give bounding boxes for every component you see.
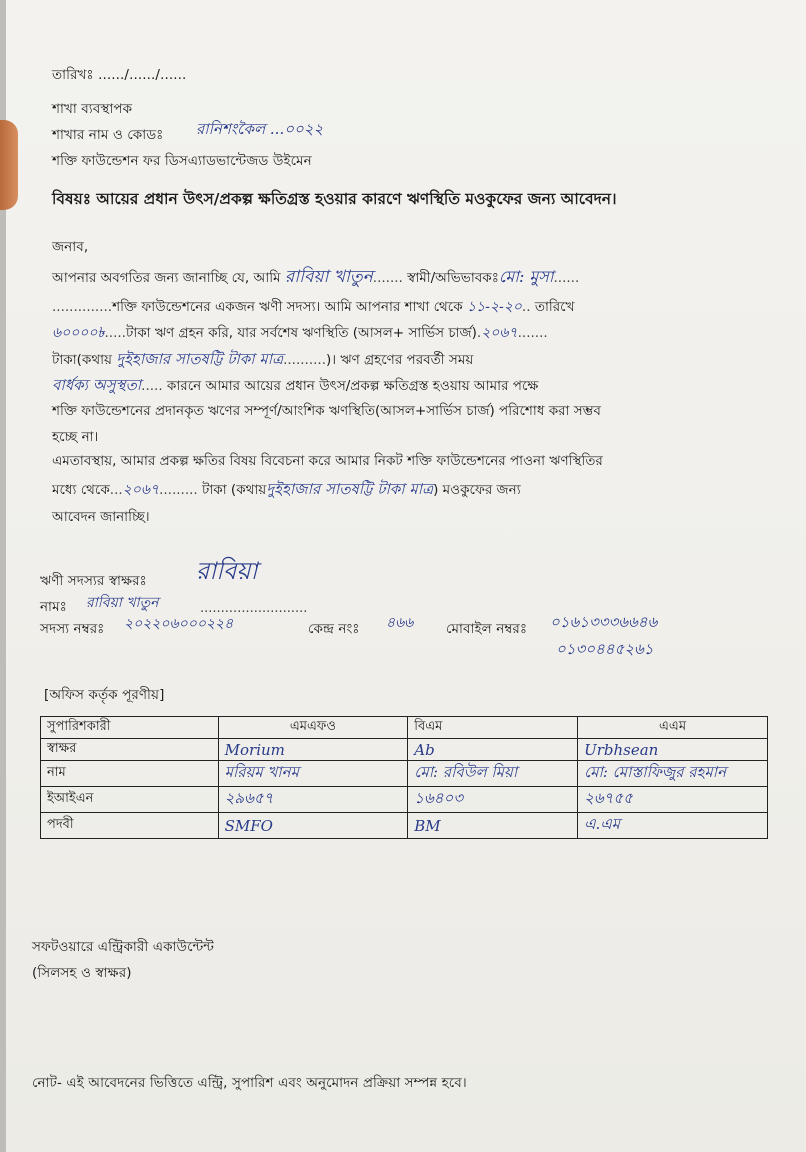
p2-text-a: এমতাবস্থায়, আমার প্রকল্প ক্ষতির বিষয় বিবেচনা করে আমার নিকট শক্তি ফাউন্ডেশনের পাওনা ঋণস্থিতির xyxy=(52,453,603,469)
mobile-number-2: ০১৩০৪৪৫২৬১ xyxy=(556,640,654,658)
member-name-value: রাবিয়া খাতুন xyxy=(86,595,159,611)
p2-text-e: আবেদন জানাচ্ছি। xyxy=(52,509,150,525)
thumb-shadow xyxy=(0,120,18,210)
table-row xyxy=(41,787,768,813)
p1-text-c: শক্তি ফাউন্ডেশনের একজন ঋণী সদস্য। আমি আপনার শাখা থেকে xyxy=(112,299,463,315)
subject-line: বিষয়ঃ আয়ের প্রধান উৎস/প্রকল্প ক্ষতিগ্রস্ত হওয়ার কারণে ঋণস্থিতি মওকুফের জন্য আবেদন। xyxy=(52,190,617,208)
mfo-designation: SMFO xyxy=(218,813,408,839)
salutation: জনাব, xyxy=(52,239,89,255)
p1-text-b: স্বামী/অভিভাবকঃ xyxy=(407,270,499,286)
branch-manager: শাখা ব্যবস্থাপক xyxy=(52,101,133,117)
footer-note: নোট- এই আবেদনের ভিত্তিতে এন্ট্রি, সুপারিশ এবং অনুমোদন প্রক্রিয়া সম্পন্ন হবে। xyxy=(32,1075,467,1091)
am-designation: এ.এম xyxy=(578,813,768,839)
cause-of-loss: বার্ধক্য অসুস্থতা xyxy=(52,376,142,394)
guardian-name: মো: মুসা xyxy=(498,267,554,286)
p1-text-e: টাকা ঋণ গ্রহন করি, যার সর্বশেষ ঋণস্থিতি (আসল+ সার্ভিস চার্জ) xyxy=(125,325,477,341)
p1-text-j: হচ্ছে না। xyxy=(52,429,99,445)
mfo-signature: Morium xyxy=(218,739,408,761)
date-line: তারিখঃ ....../....../...... xyxy=(52,67,187,83)
p1-text-d: তারিখে xyxy=(534,299,575,315)
branch-name-label: শাখার নাম ও কোডঃ xyxy=(52,127,164,143)
am-signature: Urbhsean xyxy=(578,739,768,761)
bm-designation: BM xyxy=(408,813,578,839)
table-row xyxy=(41,739,768,761)
applicant-name: রাবিয়া খাতুন xyxy=(284,267,373,287)
p1-text-f: টাকা(কথায় xyxy=(52,352,112,368)
table-header-row xyxy=(41,717,768,739)
p2-text-c: টাকা (কথায় xyxy=(202,482,267,498)
p1-text-i: শক্তি ফাউন্ডেশনের প্রদানকৃত ঋণের সম্পূর্ণ/আংশিক ঋণস্থিতি(আসল+সার্ভিস চার্জ) পরিশোধ করা সম্ভব xyxy=(52,403,601,419)
waive-amount: ২০৬৭ xyxy=(122,482,160,498)
waive-words: দুইহাজার সাতষট্টি টাকা মাত্র xyxy=(266,480,434,498)
mfo-name: মরিয়ম খানম xyxy=(218,761,408,787)
header-am: এএম xyxy=(578,717,768,739)
loan-date: ১১-২-২০ xyxy=(466,299,522,315)
bm-signature: Ab xyxy=(408,739,578,761)
branch-name-value: রানিশংকৈল ...০০২২ xyxy=(196,120,324,138)
mobile-number-1: ০১৬১৩৩৩৬৬৪৬ xyxy=(550,613,658,631)
office-use-title: [অফিস কর্তৃক পূরণীয়] xyxy=(44,687,165,703)
bm-name: মো: রবিউল মিয়া xyxy=(408,761,578,787)
mobile-label: মোবাইল নম্বরঃ xyxy=(446,621,528,637)
row-label-ein: ইআইএন xyxy=(41,787,219,813)
balance-words: দুইহাজার সাতষট্টি টাকা মাত্র xyxy=(116,350,284,368)
bm-ein: ১৬৪০৩ xyxy=(408,787,578,813)
am-ein: ২৬৭৫৫ xyxy=(578,787,768,813)
row-label-name: নাম xyxy=(41,761,219,787)
table-row xyxy=(41,813,768,839)
software-entry-accountant: সফটওয়ারে এন্ট্রিকারী একাউন্টেন্ট xyxy=(32,939,215,955)
mfo-ein: ২৯৬৫৭ xyxy=(218,787,408,813)
center-number-label: কেন্দ্র নংঃ xyxy=(308,621,360,637)
loan-amount: ৬০০০০৳ xyxy=(52,325,105,341)
body-paragraph-1: আপনার অবগতির জন্য জানাচ্ছি যে, আমি রাবিয়া খাতুন....... স্বামী/অভিভাবকঃমো: মুসা...... ..............শক্তি ফাউন্ডেশনের একজন ঋণী সদস্য। আমি আপনার শাখা থেকে ১১-২-২০.. তারিখে ৬০০০০৳.....টাকা ঋণ গ্রহন করি, যার সর্বশেষ ঋণস্থিতি (আসল+ সার্ভিস চার্জ).২০৬৭....... টাকা(কথায় দুইহাজার সাতষট্টি টাকা মাত্র..........)। ঋণ গ্রহণের পরবর্তী সময় বার্ধক্য অসুস্থতা..... কারনে আমার আয়ের প্রধান উৎস/প্রকল্প ক্ষতিগ্রস্ত হওয়ায় আমার পক্ষে শক্তি ফাউন্ডেশনের প্রদানকৃত ঋণের সম্পূর্ণ/আংশিক ঋণস্থিতি(আসল+সার্ভিস চার্জ) পরিশোধ করা সম্ভব হচ্ছে না। xyxy=(52,267,601,445)
p1-text-g: )। ঋণ গ্রহণের পরবর্তী সময় xyxy=(326,352,474,368)
member-signature: রাবিয়া xyxy=(196,557,258,585)
header-bm: বিএম xyxy=(408,717,578,739)
body-paragraph-2: এমতাবস্থায়, আমার প্রকল্প ক্ষতির বিষয় বিবেচনা করে আমার নিকট শক্তি ফাউন্ডেশনের পাওনা ঋণস্থিতির মধ্যে থেকে...২০৬৭......... টাকা (কথায়দুইহাজার সাতষট্টি টাকা মাত্র) মওকুফের জন্য আবেদন জানাচ্ছি। xyxy=(52,453,603,525)
balance-amount: ২০৬৭ xyxy=(481,325,518,341)
p1-text-h: কারনে আমার আয়ের প্রধান উৎস/প্রকল্প ক্ষতিগ্রস্ত হওয়ায় আমার পক্ষে xyxy=(166,378,539,394)
row-label-designation: পদবী xyxy=(41,813,219,839)
seal-and-signature: (সিলসহ ও স্বাক্ষর) xyxy=(32,965,132,981)
row-label-signature: স্বাক্ষর xyxy=(41,739,219,761)
member-number-label: সদস্য নম্বরঃ xyxy=(40,621,105,637)
member-name-label: নামঃ xyxy=(40,599,67,615)
header-recommender: সুপারিশকারী xyxy=(41,717,219,739)
header-mfo: এমএফও xyxy=(218,717,408,739)
table-row xyxy=(41,761,768,787)
p1-text-a: আপনার অবগতির জন্য জানাচ্ছি যে, আমি xyxy=(52,270,281,286)
p2-text-d: ) মওকুফের জন্য xyxy=(433,482,521,498)
office-approval-table xyxy=(40,716,768,839)
member-number-value: ২০২২০৬০০০২২৪ xyxy=(124,616,234,632)
name-dots: .......................... xyxy=(200,601,308,616)
member-signature-label: ঋণী সদস্যর স্বাক্ষরঃ xyxy=(40,573,147,589)
am-name: মো: মোস্তাফিজুর রহমান xyxy=(578,761,768,787)
p2-text-b: মধ্যে থেকে xyxy=(52,482,110,498)
center-number-value: ৪৬৬ xyxy=(386,615,414,631)
foundation-name: শক্তি ফাউন্ডেশন ফর ডিসএ্যাডভান্টেজড উইমেন xyxy=(52,153,312,169)
